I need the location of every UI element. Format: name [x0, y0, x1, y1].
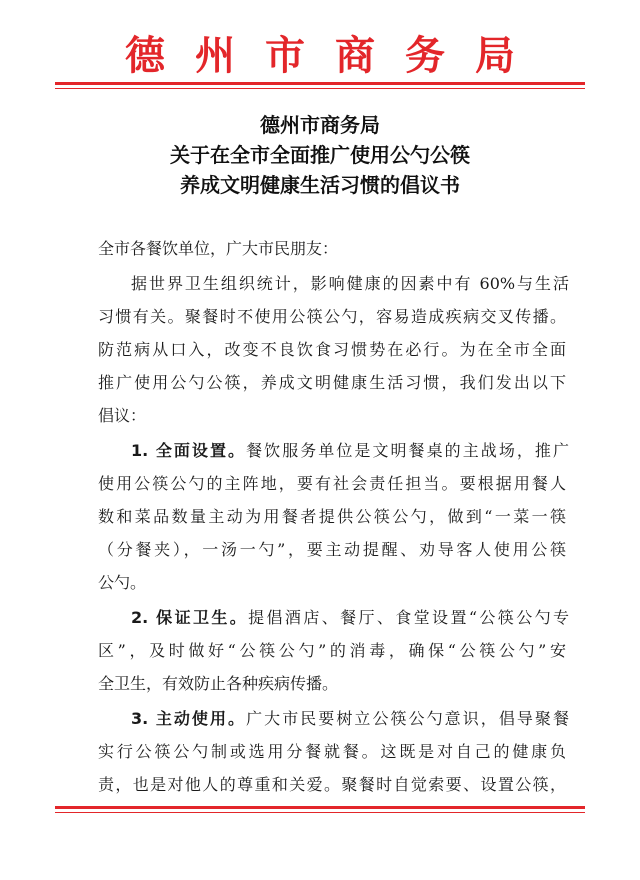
- item2-heading: 2. 保证卫生。: [131, 608, 249, 627]
- item1-line-1: 1. 全面设置。餐饮服务单位是文明餐桌的主战场，推广: [131, 441, 569, 460]
- letterhead-title: 德州市商务局: [125, 32, 545, 79]
- intro-line-3: 防范病从口入，改变不良饮食习惯势在必行。为在全市全面: [98, 340, 566, 359]
- item1-line-3: 数和菜品数量主动为用餐者提供公筷公勺，做到“一菜一筷: [98, 507, 566, 526]
- letterhead-rule-thin: [55, 88, 585, 89]
- item3-line-1: 3. 主动使用。广大市民要树立公筷公勺意识，倡导聚餐: [131, 709, 569, 728]
- intro-line-1: 据世界卫生组织统计，影响健康的因素中有 60%与生活: [131, 274, 569, 293]
- document-title-line-2: 关于在全市全面推广使用公勺公筷: [170, 143, 470, 167]
- intro-line-4: 推广使用公勺公筷，养成文明健康生活习惯，我们发出以下: [98, 373, 566, 392]
- document-title-line-3: 养成文明健康生活习惯的倡议书: [180, 173, 460, 197]
- item1-heading: 1. 全面设置。: [131, 441, 247, 460]
- item3-heading: 3. 主动使用。: [131, 709, 247, 728]
- item2-line-1: 2. 保证卫生。提倡酒店、餐厅、食堂设置“公筷公勺专: [131, 608, 569, 627]
- salutation: 全市各餐饮单位，广大市民朋友：: [98, 239, 339, 258]
- intro-line-5: 倡议：: [98, 406, 147, 425]
- footer-rule-thick: [55, 806, 585, 809]
- item3-line-2: 实行公筷公勺制或选用分餐就餐。这既是对自己的健康负: [98, 742, 566, 761]
- item1-line-2: 使用公筷公勺的主阵地，要有社会责任担当。要根据用餐人: [98, 474, 566, 493]
- item2-line-3: 全卫生，有效防止各种疾病传播。: [98, 674, 339, 693]
- item3-line-3: 责，也是对他人的尊重和关爱。聚餐时自觉索要、设置公筷，: [98, 775, 566, 794]
- footer-rule-thin: [55, 812, 585, 813]
- item1-line-4: （分餐夹），一汤一勺”，要主动提醒、劝导客人使用公筷: [98, 540, 566, 559]
- intro-line-2: 习惯有关。聚餐时不使用公筷公勺，容易造成疾病交叉传播。: [98, 307, 566, 326]
- item1-line-5: 公勺。: [98, 573, 147, 592]
- item2-line-2: 区”，及时做好“公筷公勺”的消毒，确保“公筷公勺”安: [98, 641, 566, 660]
- letterhead-rule-thick: [55, 82, 585, 85]
- document-title-line-1: 德州市商务局: [260, 113, 380, 137]
